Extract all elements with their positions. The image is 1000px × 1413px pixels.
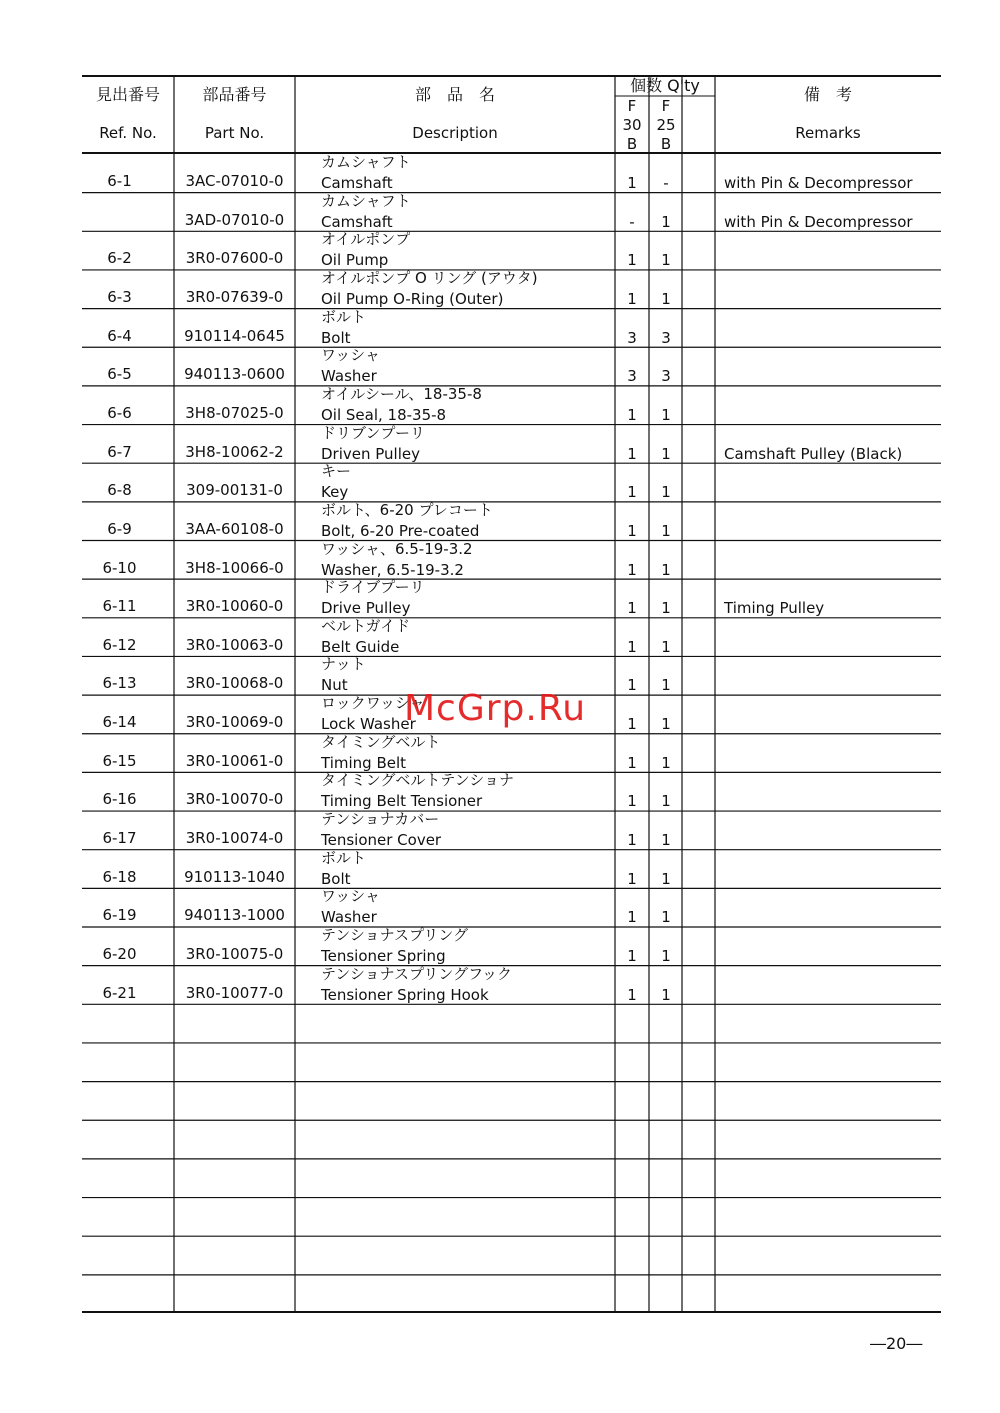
- row-qty-f25b: 1: [661, 483, 671, 502]
- row-qty-f25b: 1: [661, 908, 671, 927]
- row-description-jp: ベルトガイド: [321, 616, 411, 635]
- row-description-en: Nut: [321, 676, 348, 695]
- row-qty-f25b: 1: [661, 405, 671, 424]
- row-description-en: Timing Belt: [321, 753, 407, 772]
- row-qty-f30b: 1: [627, 521, 637, 540]
- row-qty-f30b: 1: [627, 637, 637, 656]
- row-part-number: 3R0-10063-0: [185, 635, 284, 654]
- row-ref: 6-21: [102, 983, 137, 1002]
- header-description-en: Description: [412, 124, 498, 142]
- row-qty-f25b: 1: [661, 444, 671, 463]
- row-description-en: Tensioner Cover: [321, 831, 442, 850]
- row-ref: 6-13: [102, 674, 137, 693]
- row-description-jp: ワッシャ、6.5-19-3.2: [321, 539, 473, 558]
- row-description-jp: ボルト、6-20 プレコート: [321, 500, 493, 519]
- header-part-en: Part No.: [204, 124, 265, 142]
- row-qty-f25b: 1: [661, 599, 671, 618]
- row-remarks: with Pin & Decompressor: [724, 174, 913, 192]
- row-description-jp: オイルポンプ O リング (アウタ): [321, 268, 538, 287]
- row-remarks: with Pin & Decompressor: [724, 212, 913, 231]
- row-description-jp: カムシャフト: [321, 191, 411, 210]
- header-qty-f25b-b: B: [660, 135, 672, 153]
- row-description-en: Belt Guide: [321, 637, 400, 656]
- row-qty-f25b: 1: [661, 251, 671, 270]
- row-ref: 6-19: [102, 906, 137, 925]
- header-remarks-en: Remarks: [795, 124, 861, 142]
- row-description-jp: ワッシャ: [321, 887, 380, 906]
- row-qty-f30b: 1: [627, 831, 637, 850]
- row-description-en: Drive Pulley: [321, 599, 411, 618]
- row-part-number: 3AD-07010-0: [184, 210, 285, 229]
- row-description-jp: テンショナカバー: [321, 810, 440, 829]
- row-qty-f30b: 1: [627, 792, 637, 811]
- row-qty-f25b: 1: [661, 637, 671, 656]
- row-part-number: 3R0-10075-0: [185, 945, 284, 963]
- row-description-en: Washer, 6.5-19-3.2: [321, 560, 464, 579]
- row-qty-f25b: 1: [661, 831, 671, 850]
- row-qty-f30b: 1: [627, 599, 637, 618]
- row-qty-f25b: -: [663, 174, 669, 192]
- row-description-jp: タイミングベルト: [321, 732, 441, 751]
- row-description-en: Bolt: [321, 328, 351, 347]
- header-ref-en: Ref. No.: [99, 124, 157, 142]
- row-description-en: Bolt: [321, 869, 351, 888]
- row-description-en: Tensioner Spring: [321, 947, 446, 965]
- header-qty-f25b-f: F: [661, 97, 671, 115]
- row-description-jp: テンショナスプリング: [321, 926, 469, 944]
- row-ref: 6-8: [107, 481, 132, 500]
- row-qty-f25b: 1: [661, 289, 671, 308]
- header-description-jp: 部 品 名: [414, 85, 495, 104]
- row-ref: 6-18: [102, 867, 137, 886]
- header-qty-f30b-b: B: [626, 135, 638, 153]
- row-qty-f30b: 3: [627, 328, 637, 347]
- row-part-number: 940113-1000: [184, 906, 285, 925]
- row-ref: 6-20: [102, 945, 137, 963]
- row-ref: 6-12: [102, 635, 137, 654]
- header-quantity: 個数 Q'ty: [630, 76, 700, 95]
- row-qty-f30b: 1: [627, 444, 637, 463]
- row-description-en: Lock Washer: [321, 715, 416, 734]
- row-qty-f30b: 1: [627, 908, 637, 927]
- row-qty-f25b: 3: [661, 328, 671, 347]
- row-description-en: Timing Belt Tensioner: [321, 792, 483, 811]
- row-qty-f25b: 1: [661, 792, 671, 811]
- row-ref: 6-11: [102, 597, 137, 616]
- row-description-en: Tensioner Spring Hook: [321, 985, 489, 1004]
- row-qty-f30b: 1: [627, 715, 637, 734]
- header-qty-f30b-num: 30: [622, 116, 642, 134]
- watermark: McGrp.Ru: [404, 688, 587, 729]
- row-part-number: 309-00131-0: [186, 481, 283, 500]
- row-qty-f30b: 1: [627, 753, 637, 772]
- row-description-en: Driven Pulley: [321, 444, 420, 463]
- row-remarks: Timing Pulley: [724, 599, 825, 618]
- row-description-jp: ナット: [321, 655, 366, 674]
- row-qty-f25b: 1: [661, 869, 671, 888]
- row-description-jp: オイルシール、18-35-8: [321, 384, 482, 403]
- row-description-jp: ボルト: [321, 307, 367, 326]
- row-description-en: Oil Seal, 18-35-8: [321, 405, 447, 424]
- row-part-number: 3H8-07025-0: [185, 403, 284, 422]
- row-qty-f25b: 1: [661, 212, 671, 231]
- row-part-number: 3R0-07600-0: [185, 249, 284, 268]
- row-description-en: Bolt, 6-20 Pre-coated: [321, 521, 480, 540]
- row-part-number: 3R0-10077-0: [185, 983, 284, 1002]
- header-ref-jp: 見出番号: [95, 85, 160, 104]
- row-description-en: Oil Pump: [321, 251, 389, 270]
- row-ref: 6-1: [107, 172, 132, 190]
- row-qty-f30b: 1: [627, 947, 637, 965]
- row-qty-f25b: 3: [661, 367, 671, 386]
- row-ref: 6-2: [107, 249, 132, 268]
- row-ref: 6-6: [107, 403, 132, 422]
- row-part-number: 940113-0600: [184, 365, 285, 384]
- row-part-number: 910113-1040: [184, 867, 285, 886]
- row-description-jp: ワッシャ: [321, 346, 380, 365]
- row-description-jp: ドライブプーリ: [321, 578, 425, 597]
- row-description-en: Key: [321, 483, 349, 502]
- row-description-en: Washer: [321, 367, 377, 386]
- header-qty-f25b-num: 25: [656, 116, 676, 134]
- row-qty-f30b: 1: [627, 405, 637, 424]
- row-part-number: 3AA-60108-0: [185, 519, 284, 538]
- row-qty-f25b: 1: [661, 715, 671, 734]
- row-qty-f30b: 3: [627, 367, 637, 386]
- row-description-en: Oil Pump O-Ring (Outer): [321, 289, 504, 308]
- row-part-number: 3R0-10074-0: [185, 829, 284, 848]
- row-ref: 6-14: [102, 713, 137, 732]
- row-part-number: 3H8-10062-2: [185, 442, 284, 461]
- row-description-jp: オイルポンプ: [321, 230, 411, 249]
- row-qty-f30b: 1: [627, 560, 637, 579]
- row-qty-f30b: 1: [627, 483, 637, 502]
- header-remarks-jp: 備 考: [803, 85, 852, 104]
- row-part-number: 3R0-10060-0: [185, 597, 284, 616]
- page-number: ―20―: [870, 1334, 923, 1353]
- row-ref: 6-3: [107, 287, 132, 306]
- row-qty-f30b: 1: [627, 869, 637, 888]
- row-remarks: Camshaft Pulley (Black): [724, 444, 903, 463]
- row-qty-f30b: 1: [627, 174, 637, 192]
- row-qty-f25b: 1: [661, 676, 671, 695]
- row-ref: 6-17: [102, 829, 137, 848]
- row-part-number: 3H8-10066-0: [185, 558, 284, 577]
- row-description-jp: ボルト: [321, 848, 367, 867]
- row-qty-f30b: -: [629, 212, 635, 231]
- row-qty-f30b: 1: [627, 676, 637, 695]
- row-ref: 6-7: [107, 442, 132, 461]
- row-description-en: Camshaft: [321, 212, 393, 231]
- row-part-number: 3AC-07010-0: [185, 172, 284, 190]
- row-qty-f25b: 1: [661, 753, 671, 772]
- row-ref: 6-5: [107, 365, 132, 384]
- row-ref: 6-10: [102, 558, 137, 577]
- row-part-number: 3R0-10070-0: [185, 790, 284, 809]
- row-qty-f30b: 1: [627, 289, 637, 308]
- row-qty-f25b: 1: [661, 947, 671, 965]
- row-description-en: Washer: [321, 908, 377, 927]
- row-qty-f25b: 1: [661, 560, 671, 579]
- row-ref: 6-4: [107, 326, 132, 345]
- header-qty-f30b-f: F: [627, 97, 637, 115]
- row-description-jp: キー: [321, 462, 352, 481]
- row-ref: 6-15: [102, 751, 137, 770]
- row-qty-f25b: 1: [661, 521, 671, 540]
- row-qty-f30b: 1: [627, 985, 637, 1004]
- row-description-jp: タイミングベルトテンショナ: [321, 771, 514, 790]
- row-description-jp: テンショナスプリングフック: [321, 964, 513, 983]
- row-part-number: 910114-0645: [184, 326, 285, 345]
- row-description-jp: ロックワッシャ: [321, 694, 425, 713]
- row-ref: 6-16: [102, 790, 137, 809]
- row-qty-f25b: 1: [661, 985, 671, 1004]
- row-ref: 6-9: [107, 519, 132, 538]
- row-qty-f30b: 1: [627, 251, 637, 270]
- row-part-number: 3R0-10068-0: [185, 674, 284, 693]
- row-description-jp: ドリブンプーリ: [321, 423, 425, 442]
- row-description-en: Camshaft: [321, 174, 393, 192]
- row-description-jp: カムシャフト: [321, 153, 411, 171]
- header-part-jp: 部品番号: [202, 85, 267, 104]
- row-part-number: 3R0-10061-0: [185, 751, 284, 770]
- row-part-number: 3R0-10069-0: [185, 713, 284, 732]
- row-part-number: 3R0-07639-0: [185, 287, 284, 306]
